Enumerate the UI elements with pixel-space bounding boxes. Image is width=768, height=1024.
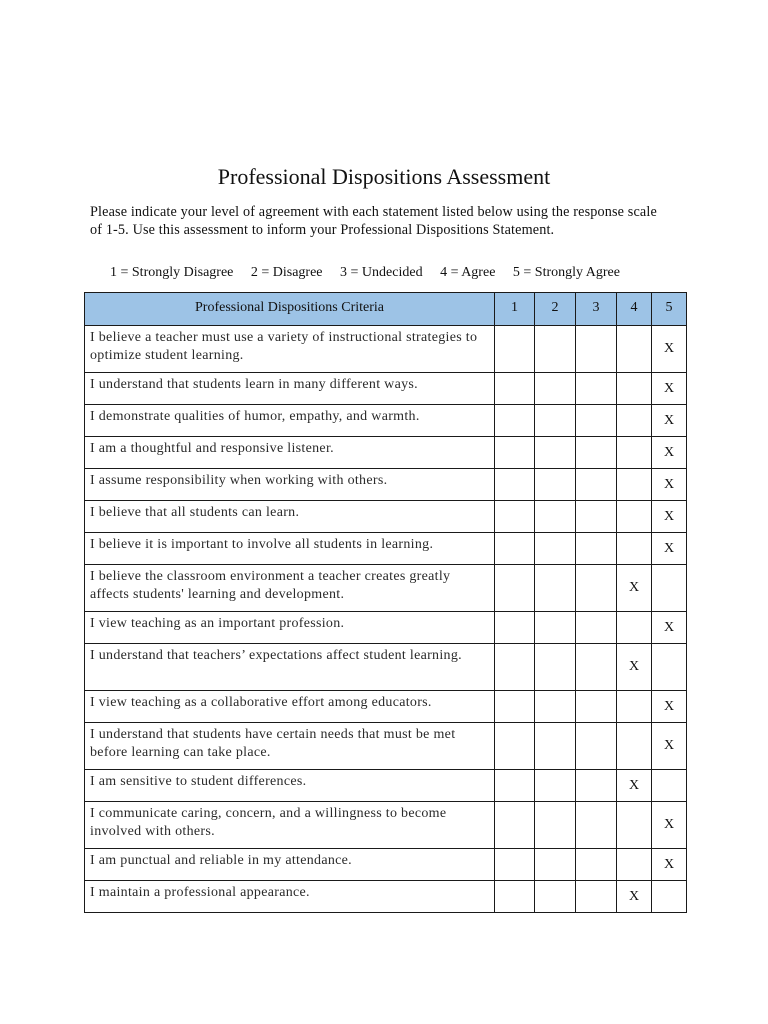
rating-cell-1	[495, 849, 535, 881]
rating-cell-5	[652, 644, 687, 691]
rating-cell-4	[617, 373, 652, 405]
rating-cell-2	[535, 723, 576, 770]
rating-cell-1	[495, 802, 535, 849]
criterion-text: I view teaching as an important profession.	[85, 612, 495, 644]
table-row	[85, 644, 687, 691]
rating-cell-3	[576, 565, 617, 612]
rating-cell-1	[495, 565, 535, 612]
criterion-text: I am sensitive to student differences.	[85, 770, 495, 802]
table-row	[85, 723, 687, 770]
table-row	[85, 373, 687, 405]
rating-cell-5: X	[652, 849, 687, 881]
header-scale-4: 4	[617, 293, 652, 326]
rating-cell-1	[495, 770, 535, 802]
rating-cell-4	[617, 849, 652, 881]
rating-cell-4	[617, 405, 652, 437]
criterion-text: I assume responsibility when working with others.	[85, 469, 495, 501]
criterion-text: I believe it is important to involve all students in learning.	[85, 533, 495, 565]
rating-cell-1	[495, 691, 535, 723]
criterion-text: I understand that students learn in many different ways.	[85, 373, 495, 405]
rating-cell-2	[535, 691, 576, 723]
rating-cell-3	[576, 612, 617, 644]
rating-cell-5: X	[652, 373, 687, 405]
rating-cell-2	[535, 437, 576, 469]
rating-cell-3	[576, 849, 617, 881]
table-row	[85, 691, 687, 723]
rating-cell-4: X	[617, 881, 652, 913]
rating-cell-3	[576, 881, 617, 913]
rating-cell-3	[576, 533, 617, 565]
rating-cell-4	[617, 437, 652, 469]
rating-cell-2	[535, 881, 576, 913]
table-row	[85, 565, 687, 612]
instructions-paragraph: Please indicate your level of agreement with each statement listed below using the response scale of 1-5. Use this assessment to inform your Professional Dispositions Statement.	[90, 204, 657, 238]
rating-cell-2	[535, 644, 576, 691]
scale-item-2: 2 = Disagree	[250, 265, 323, 280]
rating-cell-2	[535, 802, 576, 849]
table-row	[85, 437, 687, 469]
scale-item-5: 5 = Strongly Agree	[512, 265, 620, 280]
rating-cell-1	[495, 326, 535, 373]
rating-cell-3	[576, 644, 617, 691]
rating-cell-2	[535, 373, 576, 405]
scale-item-1: 1 = Strongly Disagree	[110, 265, 234, 280]
rating-cell-1	[495, 881, 535, 913]
table-row	[85, 533, 687, 565]
criterion-text: I believe a teacher must use a variety of instructional strategies to optimize student learning.	[85, 326, 495, 373]
rating-cell-2	[535, 533, 576, 565]
criterion-text: I maintain a professional appearance.	[85, 881, 495, 913]
criterion-text: I demonstrate qualities of humor, empathy, and warmth.	[85, 405, 495, 437]
criterion-text: I understand that students have certain needs that must be met before learning can take place.	[85, 723, 495, 770]
header-scale-2: 2	[535, 293, 576, 326]
rating-cell-5: X	[652, 691, 687, 723]
rating-cell-3	[576, 373, 617, 405]
rating-cell-3	[576, 691, 617, 723]
rating-cell-4	[617, 691, 652, 723]
rating-cell-1	[495, 501, 535, 533]
rating-cell-5: X	[652, 501, 687, 533]
rating-cell-1	[495, 373, 535, 405]
header-scale-3: 3	[576, 293, 617, 326]
rating-cell-3	[576, 405, 617, 437]
table-row	[85, 405, 687, 437]
rating-cell-5: X	[652, 405, 687, 437]
criterion-text: I view teaching as a collaborative effort among educators.	[85, 691, 495, 723]
rating-cell-3	[576, 802, 617, 849]
rating-cell-1	[495, 405, 535, 437]
rating-cell-2	[535, 612, 576, 644]
rating-cell-2	[535, 770, 576, 802]
rating-cell-4	[617, 612, 652, 644]
rating-cell-5	[652, 565, 687, 612]
criterion-text: I understand that teachers’ expectations affect student learning.	[85, 644, 495, 691]
header-scale-1: 1	[495, 293, 535, 326]
rating-cell-4	[617, 723, 652, 770]
rating-cell-5: X	[652, 326, 687, 373]
rating-cell-4	[617, 533, 652, 565]
table-row	[85, 501, 687, 533]
rating-cell-5: X	[652, 612, 687, 644]
rating-cell-1	[495, 644, 535, 691]
rating-cell-3	[576, 770, 617, 802]
rating-cell-2	[535, 565, 576, 612]
rating-cell-5: X	[652, 533, 687, 565]
scale-item-4: 4 = Agree	[440, 265, 496, 280]
criterion-text: I believe the classroom environment a teacher creates greatly affects students' learning and development.	[85, 565, 495, 612]
table-row	[85, 770, 687, 802]
rating-cell-2	[535, 405, 576, 437]
page-title: Professional Dispositions Assessment	[217, 164, 551, 189]
rating-cell-3	[576, 501, 617, 533]
rating-cell-2	[535, 469, 576, 501]
rating-cell-1	[495, 437, 535, 469]
rating-cell-5: X	[652, 469, 687, 501]
rating-cell-5: X	[652, 437, 687, 469]
rating-cell-1	[495, 723, 535, 770]
rating-cell-4	[617, 469, 652, 501]
rating-cell-5	[652, 881, 687, 913]
rating-cell-3	[576, 437, 617, 469]
criterion-text: I believe that all students can learn.	[85, 501, 495, 533]
rating-cell-3	[576, 326, 617, 373]
rating-cell-1	[495, 533, 535, 565]
table-row	[85, 612, 687, 644]
rating-cell-5: X	[652, 802, 687, 849]
header-scale-5: 5	[652, 293, 687, 326]
table-header-row	[85, 293, 687, 326]
rating-cell-3	[576, 723, 617, 770]
rating-cell-2	[535, 326, 576, 373]
header-criteria: Professional Dispositions Criteria	[85, 293, 495, 326]
table-row	[85, 881, 687, 913]
rating-cell-5: X	[652, 723, 687, 770]
response-scale-legend	[110, 264, 620, 282]
table-row	[85, 326, 687, 373]
dispositions-table	[84, 292, 687, 913]
rating-cell-2	[535, 501, 576, 533]
rating-cell-4: X	[617, 644, 652, 691]
rating-cell-1	[495, 469, 535, 501]
rating-cell-5	[652, 770, 687, 802]
criterion-text: I am punctual and reliable in my attendance.	[85, 849, 495, 881]
rating-cell-4: X	[617, 565, 652, 612]
table-row	[85, 849, 687, 881]
table-row	[85, 469, 687, 501]
rating-cell-2	[535, 849, 576, 881]
rating-cell-3	[576, 469, 617, 501]
rating-cell-4: X	[617, 770, 652, 802]
scale-item-3: 3 = Undecided	[340, 265, 423, 280]
rating-cell-4	[617, 802, 652, 849]
criterion-text: I communicate caring, concern, and a willingness to become involved with others.	[85, 802, 495, 849]
criterion-text: I am a thoughtful and responsive listener.	[85, 437, 495, 469]
rating-cell-1	[495, 612, 535, 644]
table-row	[85, 802, 687, 849]
rating-cell-4	[617, 501, 652, 533]
rating-cell-4	[617, 326, 652, 373]
